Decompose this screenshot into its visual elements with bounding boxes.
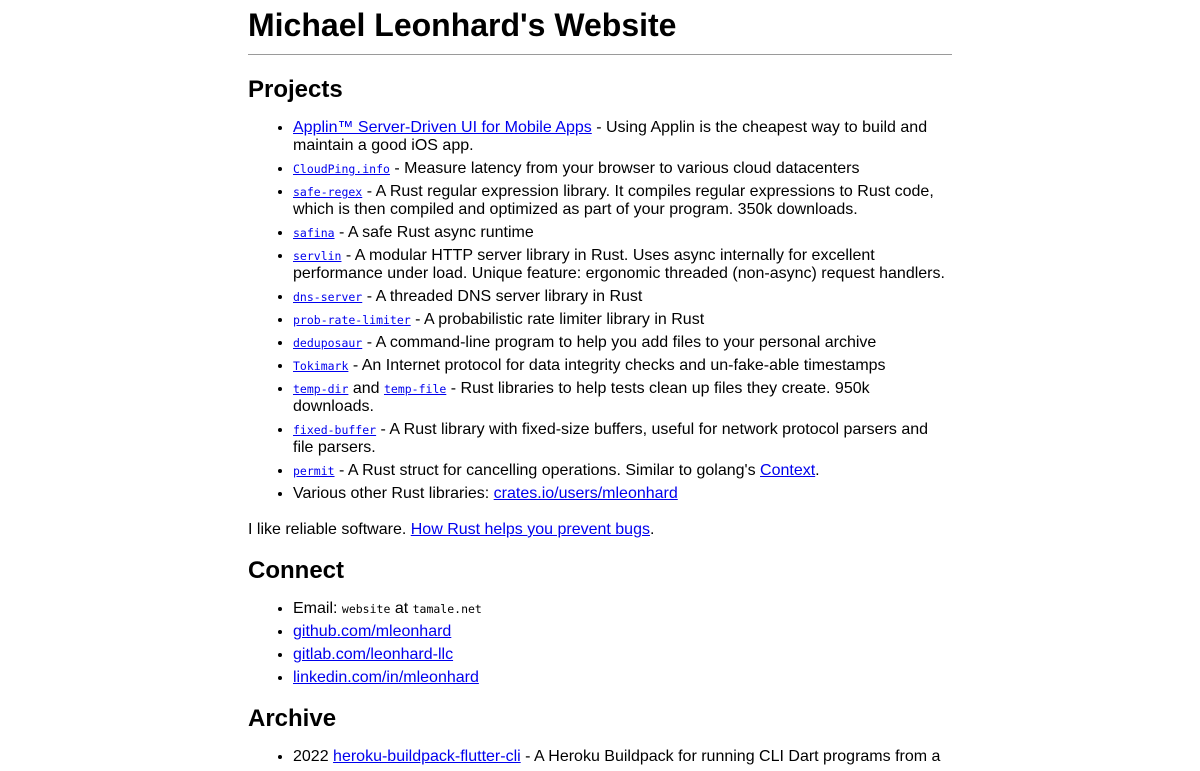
archive-year: 2022 [293,748,334,765]
connect-item-github [293,623,952,641]
github-link[interactable]: github.com/mleonhard [293,623,452,640]
applin-link[interactable]: Applin™ Server-Driven UI for Mobile Apps [293,119,592,136]
connect-item-gitlab [293,646,952,664]
servlin-desc: - A modular HTTP server library in Rust. Uses async internally for excellent performance under load. Unique feature: ergonomic threaded (non-async) request handlers. [293,247,945,282]
connect-item-linkedin [293,669,952,687]
permit-link[interactable]: permit [293,464,335,478]
safe-regex-link[interactable]: safe-regex [293,185,363,199]
project-item-safe-regex [293,183,952,219]
project-item-dns-server [293,288,952,306]
projects-list [248,119,952,503]
project-item-servlin [293,247,952,283]
page-title: Michael Leonhard's Website [248,0,952,55]
temp-dir-and: and [348,380,384,397]
project-item-tokimark [293,357,952,375]
heroku-buildpack-desc: - A Heroku Buildpack for running CLI Dart programs from a [520,748,941,765]
prob-rate-limiter-desc: - A probabilistic rate limiter library in Rust [410,311,705,328]
connect-item-email [293,600,952,618]
project-item-cloudping [293,160,952,178]
tokimark-desc: - An Internet protocol for data integrity checks and un-fake-able timestamps [348,357,886,374]
archive-list [248,748,952,766]
deduposaur-link[interactable]: deduposaur [293,336,363,350]
temp-dir-link[interactable]: temp-dir [293,382,349,396]
permit-desc: - A Rust struct for cancelling operations. Similar to golang's [334,462,761,479]
crates-io-link[interactable]: crates.io/users/mleonhard [493,485,678,502]
page-content [248,0,952,771]
project-item-safina [293,224,952,242]
email-domain: tamale.net [412,602,482,616]
project-item-other-libraries [293,485,952,503]
project-item-fixed-buffer [293,421,952,457]
archive-heading: Archive [248,705,337,732]
linkedin-link[interactable]: linkedin.com/in/mleonhard [293,669,479,686]
email-user: website [341,602,391,616]
gitlab-link[interactable]: gitlab.com/leonhard-llc [293,646,454,663]
archive-item-heroku-buildpack [293,748,952,766]
reliable-software-paragraph [248,521,952,539]
permit-tail: . [815,462,820,479]
prob-rate-limiter-link[interactable]: prob-rate-limiter [293,313,411,327]
safina-link[interactable]: safina [293,226,335,240]
deduposaur-desc: - A command-line program to help you add files to your personal archive [362,334,877,351]
project-item-permit [293,462,952,480]
applin-desc: - Using Applin is the cheapest way to build and maintain a good iOS app. [293,119,928,154]
projects-heading: Projects [248,76,343,103]
fixed-buffer-link[interactable]: fixed-buffer [293,423,377,437]
rust-bugs-link[interactable]: How Rust helps you prevent bugs [410,521,650,538]
safina-desc: - A safe Rust async runtime [334,224,534,241]
dns-server-desc: - A threaded DNS server library in Rust [362,288,643,305]
email-at: at [390,600,413,617]
temp-file-link[interactable]: temp-file [383,382,447,396]
project-item-deduposaur [293,334,952,352]
golang-context-link[interactable]: Context [760,462,816,479]
reliable-tail: . [649,521,655,538]
other-libraries-text: Various other Rust libraries: [293,485,494,502]
tokimark-link[interactable]: Tokimark [293,359,349,373]
project-item-prob-rate-limiter [293,311,952,329]
dns-server-link[interactable]: dns-server [293,290,363,304]
cloudping-link[interactable]: CloudPing.info [293,162,390,176]
fixed-buffer-desc: - A Rust library with fixed-size buffers, useful for network protocol parsers and file parsers. [293,421,929,456]
heroku-buildpack-link[interactable]: heroku-buildpack-flutter-cli [333,748,521,765]
connect-heading: Connect [248,557,344,584]
connect-list [248,600,952,687]
servlin-link[interactable]: servlin [293,249,342,263]
safe-regex-desc: - A Rust regular expression library. It compiles regular expressions to Rust code, which is then compiled and optimized as part of your program. 350k downloads. [293,183,934,218]
email-label: Email: [293,600,342,617]
project-item-applin [293,119,952,155]
reliable-text: I like reliable software. [248,521,411,538]
project-item-temp-dir [293,380,952,416]
cloudping-desc: - Measure latency from your browser to various cloud datacenters [389,160,860,177]
temp-dir-desc: - Rust libraries to help tests clean up files they create. 950k downloads. [293,380,870,415]
